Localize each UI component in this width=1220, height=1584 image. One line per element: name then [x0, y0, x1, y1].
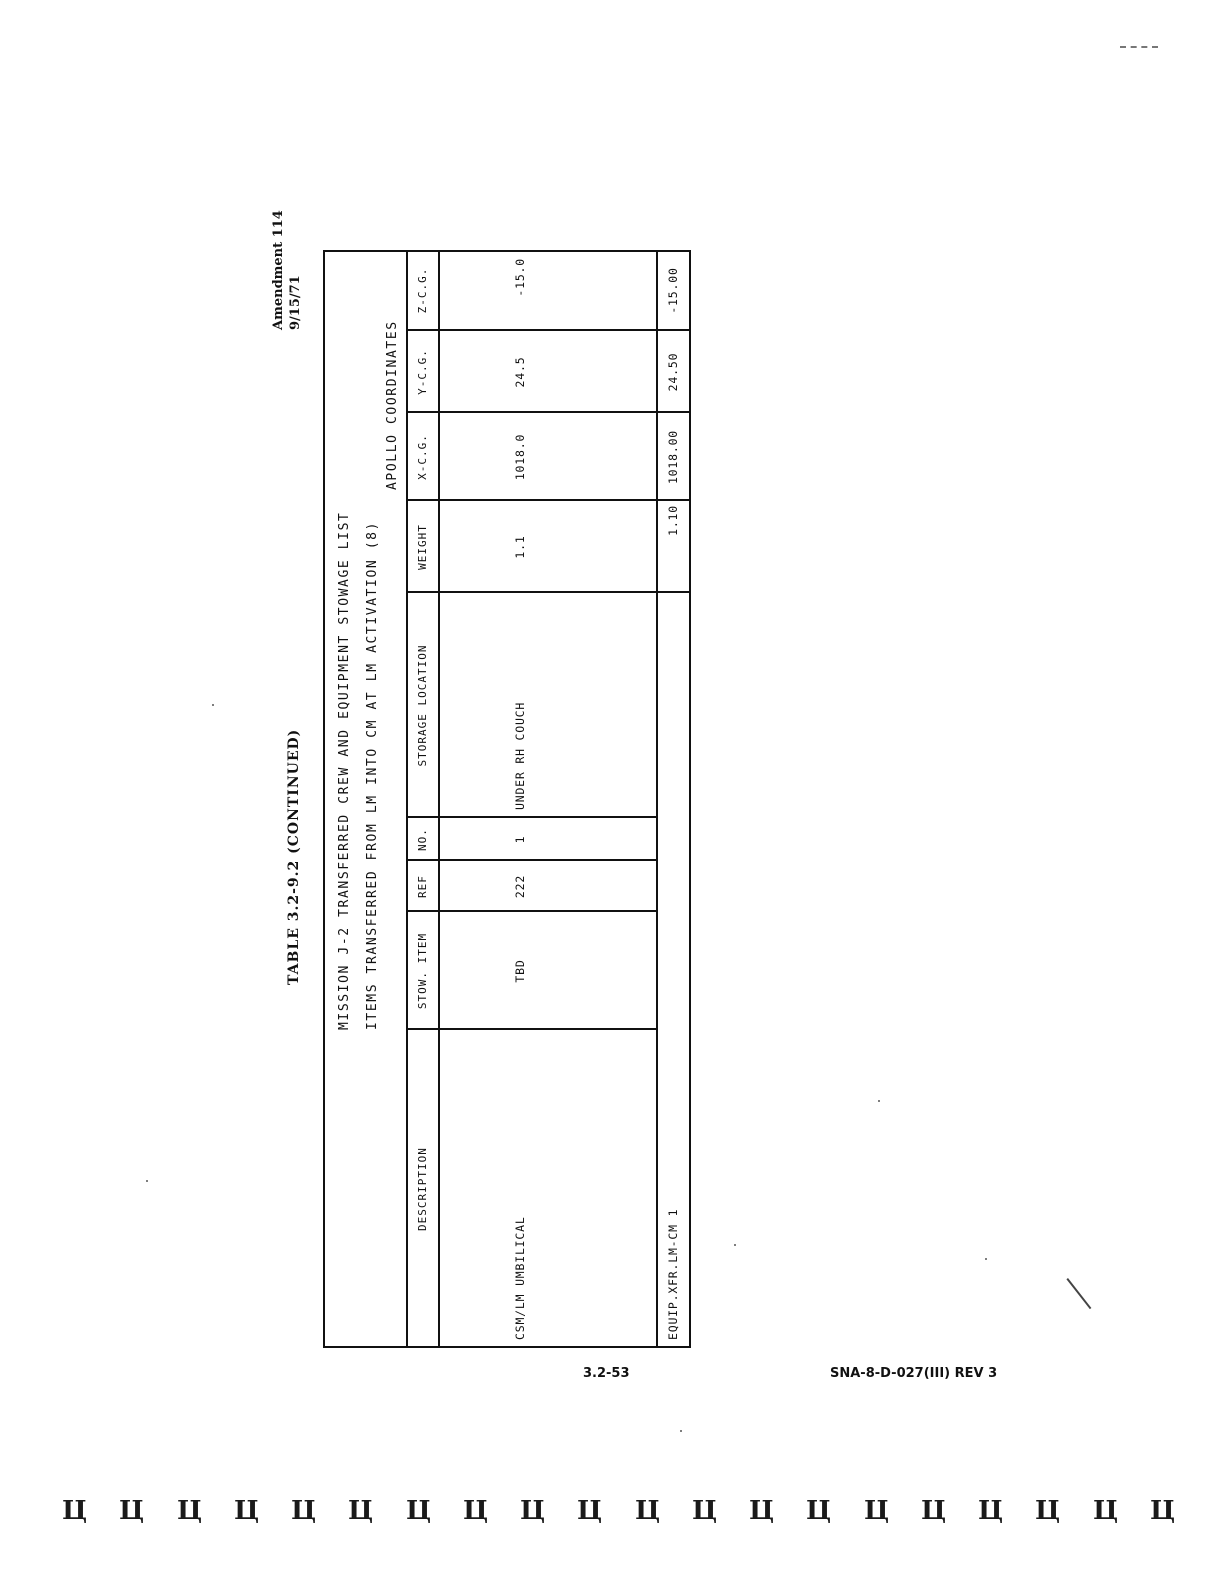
cell-description: CSM/LM UMBILICAL	[513, 1216, 527, 1340]
tick-mark: Ц	[62, 1496, 88, 1526]
header-x-cg: X-C.G.	[416, 434, 429, 480]
stowage-table	[323, 250, 691, 1348]
amendment-number: Amendment 114	[271, 210, 286, 330]
scan-speck	[680, 1430, 682, 1432]
total-y-cg: 24.50	[666, 352, 680, 392]
total-weight: 1.10	[666, 505, 680, 536]
cell-stow-item: TBD	[513, 959, 527, 983]
tick-mark: Ц	[921, 1496, 947, 1526]
document-id: SNA-8-D-027(III) REV 3	[830, 1366, 998, 1381]
tick-mark: Ц	[520, 1496, 546, 1526]
header-z-cg: Z-C.G.	[416, 267, 429, 314]
col-divider-6	[406, 499, 691, 501]
total-top-rule	[656, 250, 658, 1348]
tick-mark: Ц	[577, 1496, 603, 1526]
cell-storage-location: UNDER RH COUCH	[513, 701, 527, 810]
amendment-date: 9/15/71	[288, 275, 303, 330]
coordinates-label: APOLLO COORDINATES	[385, 320, 400, 490]
scan-speck	[212, 704, 214, 706]
tick-mark: Ц	[406, 1496, 432, 1526]
tick-mark: Ц	[978, 1496, 1004, 1526]
col-divider-4	[406, 816, 656, 818]
tick-mark: Ц	[864, 1496, 890, 1526]
header-no: NO.	[416, 828, 429, 851]
list-title-line1: MISSION J-2 TRANSFERRED CREW AND EQUIPMENT STOWAGE LIST	[337, 511, 352, 1030]
tick-mark: Ц	[692, 1496, 718, 1526]
tick-mark: Ц	[348, 1496, 374, 1526]
scan-speck	[985, 1258, 987, 1260]
col-divider-1	[406, 1028, 656, 1030]
tick-mark: Ц	[635, 1496, 661, 1526]
tick-mark: Ц	[1035, 1496, 1061, 1526]
col-divider-3	[406, 859, 656, 861]
tick-mark: Ц	[291, 1496, 317, 1526]
col-divider-8	[406, 329, 691, 331]
tick-mark: Ц	[806, 1496, 832, 1526]
scan-speck	[734, 1244, 736, 1246]
header-weight: WEIGHT	[416, 524, 429, 570]
scan-speck	[878, 1100, 880, 1102]
header-top-rule	[406, 250, 408, 1348]
header-y-cg: Y-C.G.	[416, 349, 429, 395]
scan-speck	[146, 1180, 148, 1182]
header-ref: REF	[416, 875, 429, 898]
cell-z-cg: -15.0	[513, 258, 527, 297]
scan-slash-mark	[1066, 1278, 1091, 1309]
tick-mark: Ц	[234, 1496, 260, 1526]
total-label: EQUIP.XFR.LM-CM 1	[666, 1208, 680, 1340]
total-x-cg: 1018.00	[666, 429, 680, 485]
cell-x-cg: 1018.0	[513, 433, 527, 481]
tick-mark: Ц	[177, 1496, 203, 1526]
list-title-line2: ITEMS TRANSFERRED FROM LM INTO CM AT LM ACTIVATION (8)	[365, 520, 380, 1030]
tick-mark: Ц	[749, 1496, 775, 1526]
header-storage-location: STORAGE LOCATION	[416, 644, 429, 767]
table-title: TABLE 3.2-9.2 (CONTINUED)	[286, 728, 302, 985]
cell-no: 1	[513, 835, 527, 844]
tick-mark: Ц	[1093, 1496, 1119, 1526]
tick-mark: Ц	[1150, 1496, 1176, 1526]
col-divider-7	[406, 411, 691, 413]
corner-scan-dash	[1120, 46, 1158, 48]
tick-mark: Ц	[463, 1496, 489, 1526]
col-divider-2	[406, 910, 656, 912]
tick-mark: Ц	[119, 1496, 145, 1526]
header-description: DESCRIPTION	[416, 1147, 429, 1231]
amendment-stamp	[270, 210, 304, 330]
header-bottom-rule	[438, 250, 440, 1348]
cell-y-cg: 24.5	[513, 356, 527, 388]
page-number: 3.2-53	[583, 1366, 630, 1381]
header-stow-item: STOW. ITEM	[416, 932, 429, 1010]
total-z-cg: -15.00	[666, 267, 680, 314]
col-divider-5	[406, 591, 691, 593]
cell-weight: 1.1	[513, 535, 527, 559]
cell-ref: 222	[513, 874, 527, 899]
